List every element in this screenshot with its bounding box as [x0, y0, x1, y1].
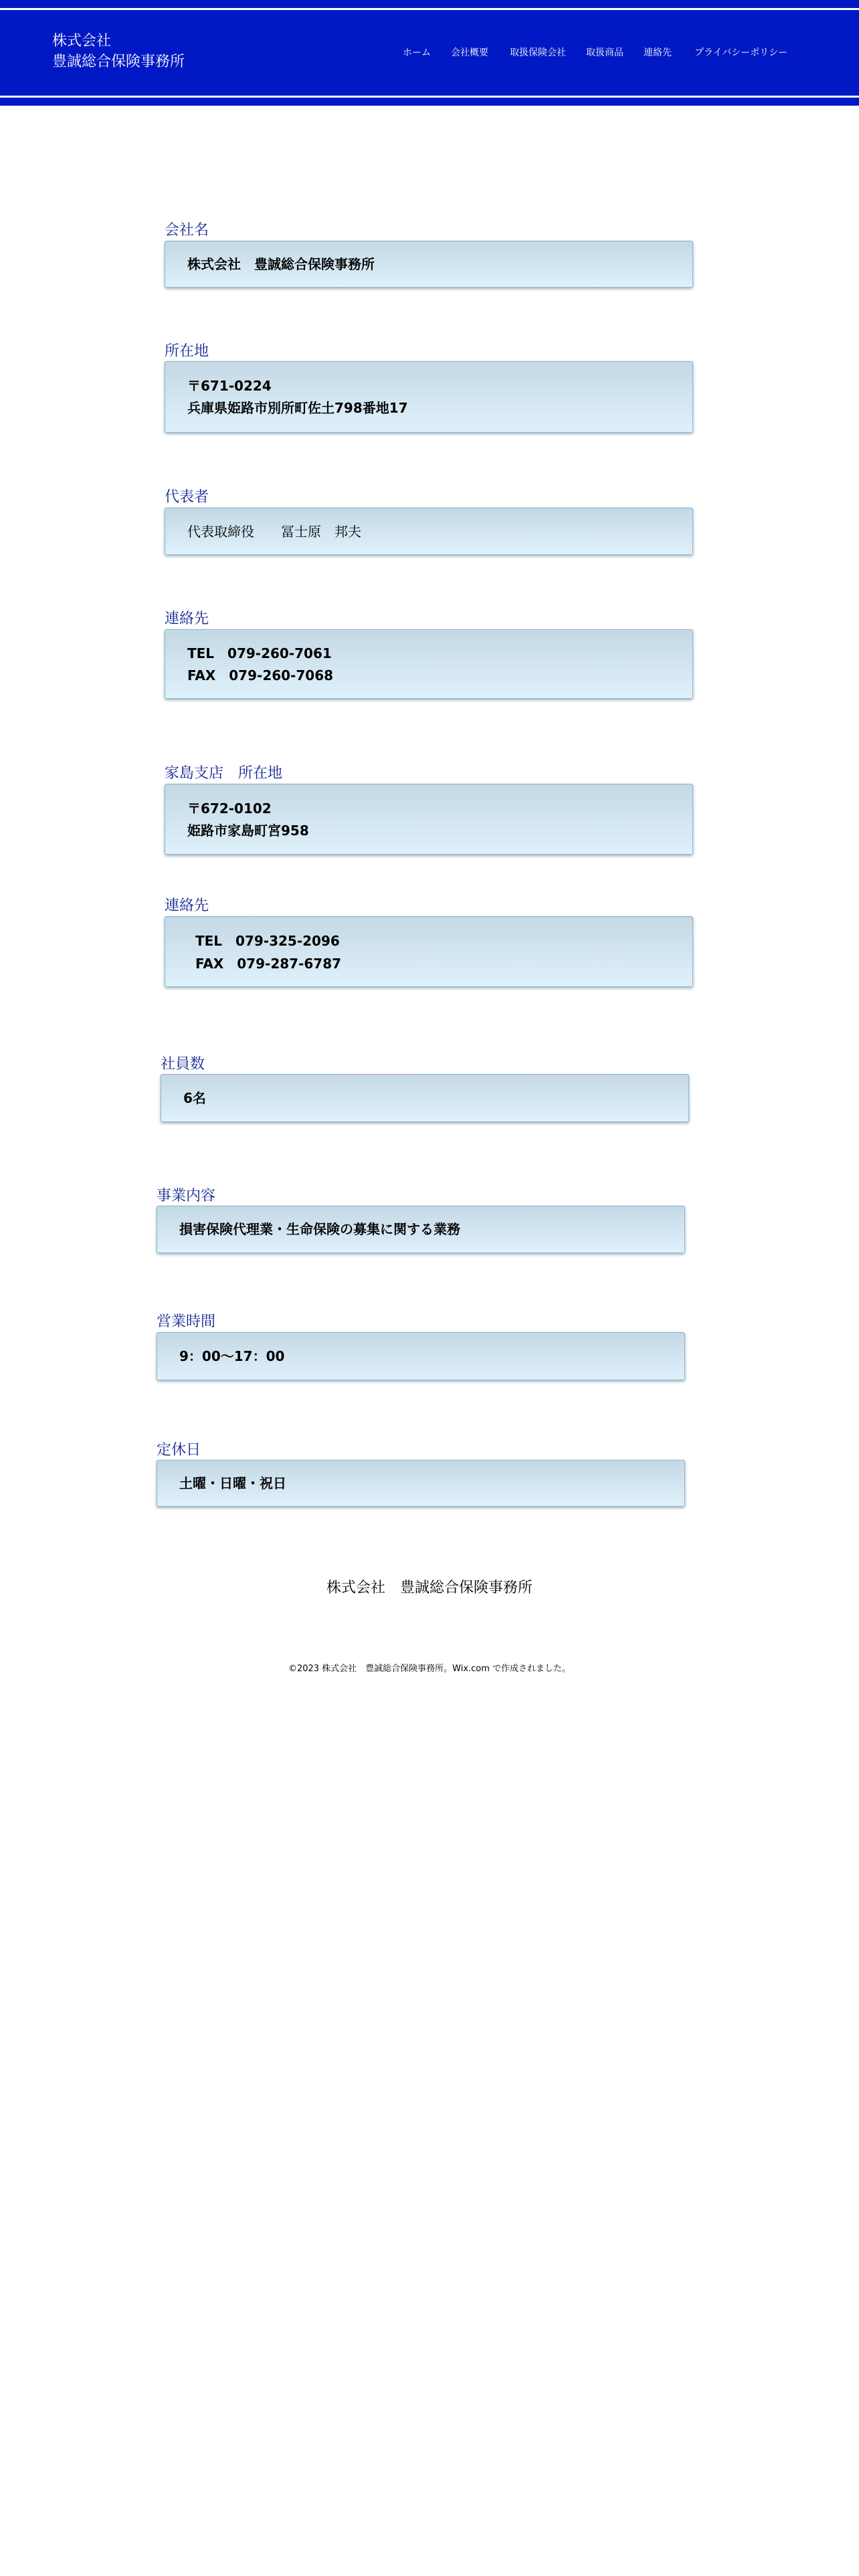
- contact-fax: FAX 079-260-7068: [187, 667, 334, 683]
- nav-products[interactable]: 取扱商品: [586, 47, 624, 58]
- contact-tel: TEL 079-260-7061: [187, 645, 332, 661]
- section-box-branch-address: [165, 784, 693, 855]
- section-box-address: [165, 361, 693, 433]
- section-label-hours: 営業時間: [157, 1313, 216, 1330]
- business-value: 損害保険代理業・生命保険の募集に関する業務: [179, 1221, 460, 1237]
- section-label-business: 事業内容: [157, 1188, 216, 1204]
- section-label-branch-address: 家島支店 所在地: [165, 765, 283, 782]
- nav-company-overview[interactable]: 会社概要: [451, 47, 488, 58]
- branch-postal-code: 〒672-0102: [187, 800, 272, 817]
- section-label-representative: 代表者: [165, 489, 209, 506]
- address-postal-code: 〒671-0224: [187, 378, 272, 394]
- section-box-employees: [161, 1074, 689, 1122]
- employees-value: 6名: [183, 1090, 206, 1106]
- section-box-company-name: [165, 241, 693, 288]
- section-box-representative: [165, 508, 693, 555]
- section-label-employees: 社員数: [161, 1056, 205, 1073]
- address-street: 兵庫県姫路市別所町佐土798番地17: [187, 400, 408, 416]
- section-box-business: [157, 1206, 685, 1253]
- site-brand[interactable]: [52, 31, 185, 72]
- nav-contact[interactable]: 連絡先: [644, 47, 672, 58]
- branch-contact-tel: TEL 079-325-2096: [195, 933, 340, 949]
- brand-line-1: 株式会社: [52, 33, 112, 49]
- section-label-address: 所在地: [165, 343, 209, 360]
- section-label-contact: 連絡先: [165, 611, 209, 627]
- footer-copyright: ©2023 株式会社 豊誠総合保険事務所。Wix.com で作成されました。: [288, 1664, 571, 1674]
- holidays-value: 土曜・日曜・祝日: [179, 1475, 286, 1491]
- nav-insurance-companies[interactable]: 取扱保険会社: [510, 47, 566, 58]
- section-box-hours: [157, 1332, 685, 1380]
- nav-privacy-policy[interactable]: プライバシーポリシー: [694, 47, 788, 58]
- site-header: [0, 0, 859, 106]
- section-box-contact: [165, 629, 693, 699]
- branch-contact-fax: FAX 079-287-6787: [195, 956, 342, 972]
- section-label-branch-contact: 連絡先: [165, 897, 209, 914]
- header-bottom-line: [0, 96, 859, 98]
- section-label-holidays: 定休日: [157, 1442, 201, 1459]
- brand-line-2: 豊誠総合保険事務所: [52, 53, 185, 70]
- section-box-branch-contact: [165, 916, 693, 987]
- representative-value: 代表取締役 冨士原 邦夫: [187, 524, 361, 540]
- section-label-company-name: 会社名: [165, 222, 209, 239]
- company-name-value: 株式会社 豊誠総合保険事務所: [187, 256, 375, 272]
- section-box-holidays: [157, 1460, 685, 1507]
- hours-value: 9：00〜17：00: [179, 1348, 285, 1364]
- footer-company-name: 株式会社 豊誠総合保険事務所: [326, 1580, 533, 1596]
- header-top-line: [0, 8, 859, 10]
- branch-street: 姫路市家島町宮958: [187, 823, 309, 839]
- nav-home[interactable]: ホーム: [403, 47, 431, 58]
